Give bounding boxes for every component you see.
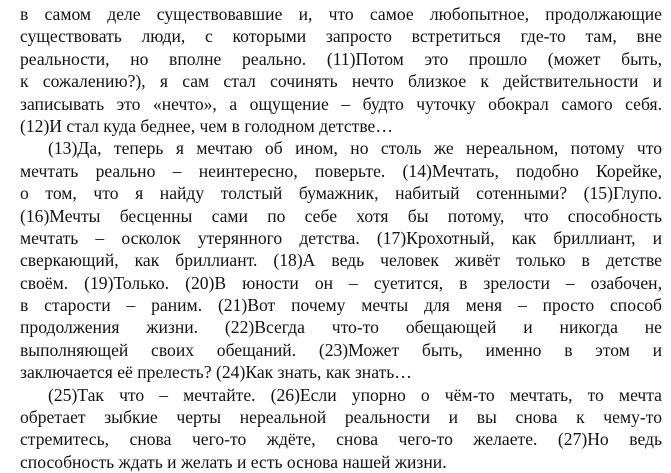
text-line: продолжения жизни. (22)Всегда что-то обещающей и никогда не — [20, 317, 662, 338]
text-line: сверкающий, как бриллиант. (18)А ведь человек живёт только в детстве — [20, 250, 662, 271]
text-line: в старости – раним. (21)Вот почему мечты для меня – просто способ — [20, 295, 662, 316]
text-line: выполняющей своих обещаний. (23)Может быть, именно в этом и — [20, 339, 662, 360]
text-line: (25)Так что – мечтайте. (26)Если упорно о чём-то мечтать, то мечта — [48, 384, 662, 405]
text-line: в самом деле существовавшие и, что самое любопытное, продолжающие — [20, 4, 662, 24]
text-line: реальности, но вполне реально. (11)Потом это прошло (может быть, — [20, 48, 662, 69]
text-line: заключается её прелесть? (24)Как знать, как знать… — [20, 362, 412, 383]
text-line: записывать это «нечто», а ощущение – будто чуточку обокрал самого себя. — [20, 93, 662, 114]
text-line: стремитесь, снова чего-то ждёте, снова чего-то желаете. (27)Но ведь — [20, 429, 662, 450]
paragraph-2 — [20, 137, 662, 383]
text-line: своём. (19)Только. (20)В юности он – суетится, в зрелости – озабочен, — [20, 272, 662, 293]
text-line: к сожалению?), я сам стал сочинять нечто близкое к действительности и — [20, 71, 662, 92]
text-line: (12)И стал куда беднее, чем в голодном детстве… — [20, 115, 393, 136]
text-line: существовать люди, с которыми запросто встретиться где-то там, вне — [20, 26, 662, 47]
text-line: мечтать реально – неинтересно, поверьте. (14)Мечтать, подобно Корейке, — [20, 160, 662, 181]
text-line: способность ждать и желать и есть основа нашей жизни. — [20, 451, 447, 472]
paragraph-3 — [20, 384, 662, 473]
paragraph-1 — [20, 3, 662, 137]
text-line: обретает зыбкие черты нереальной реальности и вы снова к чему-то — [20, 407, 662, 428]
text-line: о том, что я найду толстый бумажник, набитый сотенными? (15)Глупо. — [20, 183, 662, 204]
text-line: (13)Да, теперь я мечтаю об ином, но столь же нереальном, потому что — [48, 138, 662, 159]
text-line: мечтать – осколок утерянного детства. (17)Крохотный, как бриллиант, и — [20, 227, 662, 248]
text-line: (16)Мечты бесценны сами по себе хотя бы потому, что способность — [20, 205, 662, 226]
